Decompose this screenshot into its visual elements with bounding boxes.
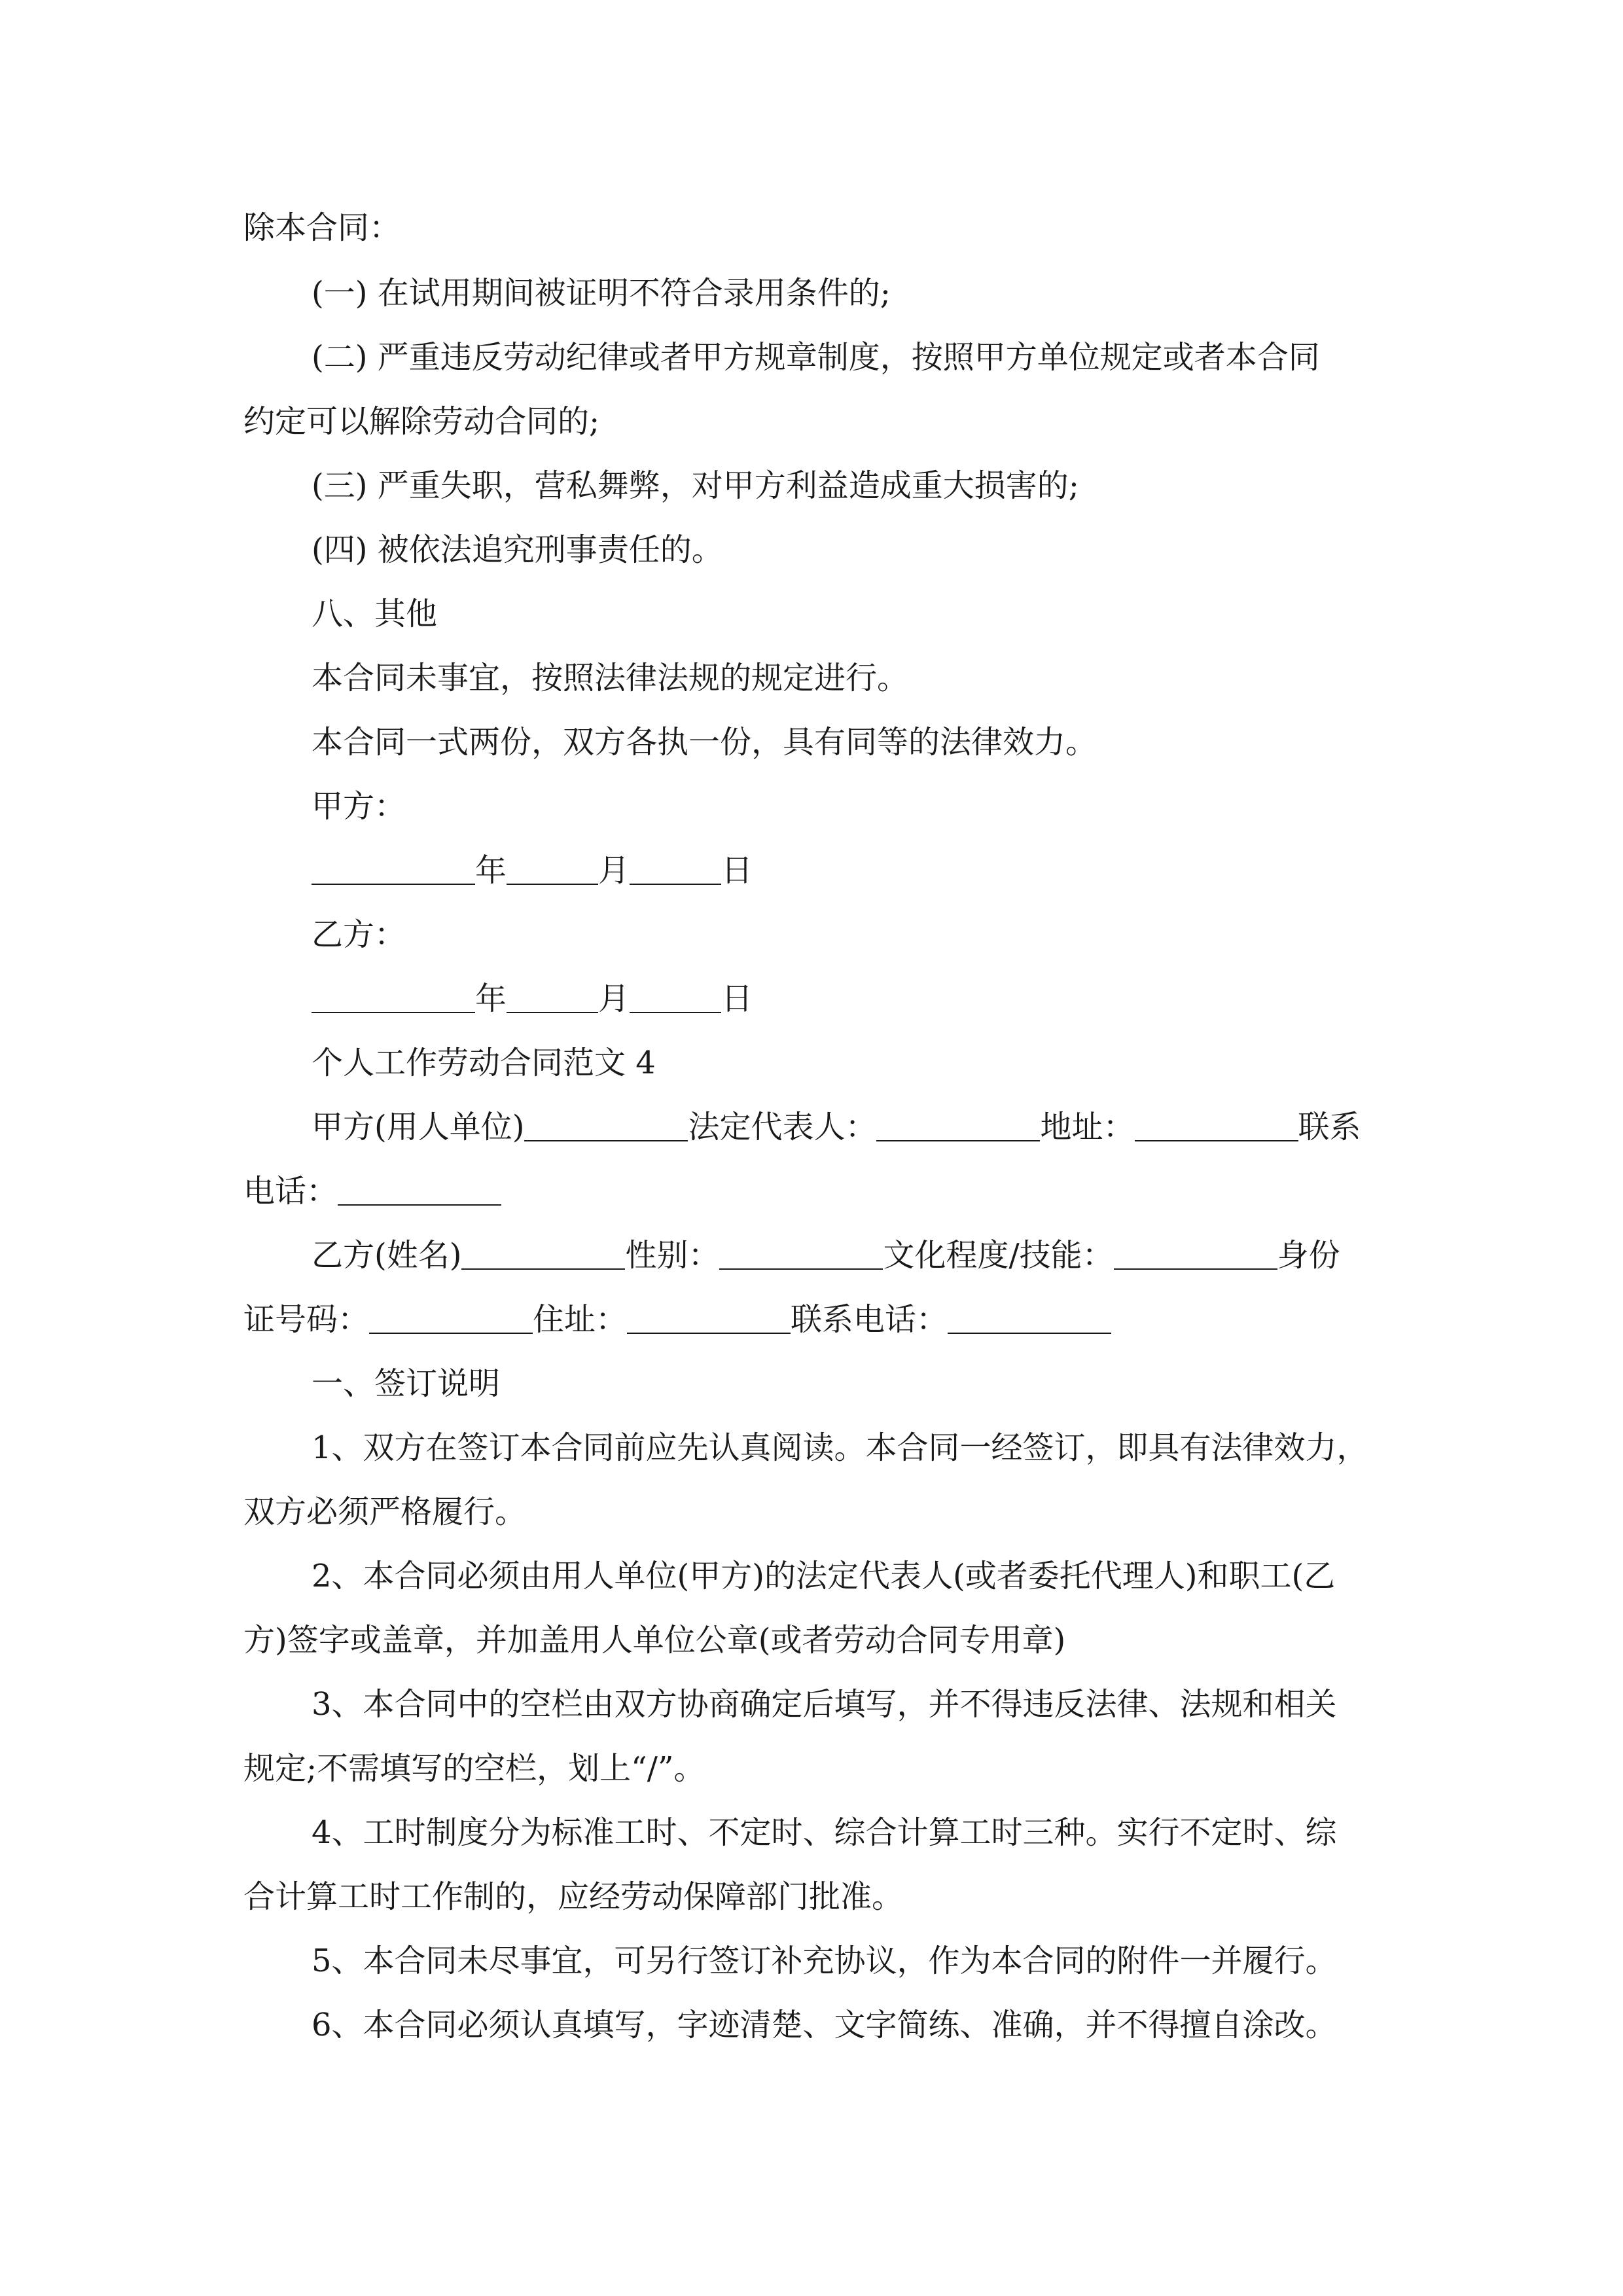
- month-label: 月: [598, 852, 630, 889]
- day-blank[interactable]: [630, 855, 721, 885]
- party-a-date: [312, 850, 753, 891]
- note-1: 1、双方在签订本合同前应先认真阅读。本合同一经签订，即具有法律效力，: [312, 1429, 1368, 1466]
- party-a-unit-blank[interactable]: [524, 1111, 688, 1141]
- sec7-tail: 除本合同：: [243, 209, 401, 246]
- year-label: 年: [475, 852, 507, 889]
- year-blank[interactable]: [312, 983, 475, 1013]
- note-3: 3、本合同中的空栏由双方协商确定后填写，并不得违反法律、法规和相关: [312, 1686, 1337, 1723]
- gender-blank[interactable]: [719, 1240, 883, 1270]
- note-5: 5、本合同未尽事宜，可另行签订补充协议，作为本合同的附件一并履行。: [312, 1943, 1337, 1979]
- party-b-label: 乙方：: [312, 916, 406, 953]
- sec7-item-4: (四) 被依法追究刑事责任的。: [312, 531, 723, 568]
- sec8-paragraph-1: 本合同未事宜，按照法律法规的规定进行。: [312, 660, 909, 696]
- sec7-item-2: (二) 严重违反劳动纪律或者甲方规章制度，按照甲方单位规定或者本合同: [312, 339, 1320, 376]
- party-b-name-label: 乙方(姓名): [312, 1237, 462, 1274]
- party-a-unit-label: 甲方(用人单位): [312, 1109, 525, 1145]
- education-blank[interactable]: [1114, 1240, 1277, 1270]
- party-b-address-label: 住址：: [533, 1301, 628, 1338]
- party-a-fields: [312, 1106, 1361, 1148]
- party-a-phone: [243, 1170, 501, 1212]
- note-2-cont: 方)签字或盖章，并加盖用人单位公章(或者劳动合同专用章): [243, 1622, 1066, 1659]
- id-label: 身份: [1277, 1237, 1340, 1274]
- party-a-label: 甲方：: [312, 788, 406, 825]
- sec7-item-1: (一) 在试用期间被证明不符合录用条件的;: [312, 275, 891, 312]
- day-label: 日: [721, 980, 753, 1017]
- sec8-heading: 八、其他: [312, 596, 438, 632]
- party-a-phone-blank[interactable]: [338, 1175, 501, 1206]
- sec8-paragraph-2: 本合同一式两份，双方各执一份，具有同等的法律效力。: [312, 724, 1097, 761]
- contract-4-title: 个人工作劳动合同范文 4: [312, 1045, 656, 1081]
- note-1-cont: 双方必须严格履行。: [243, 1494, 527, 1530]
- education-label: 文化程度/技能：: [883, 1237, 1114, 1274]
- sec7-item-2-cont: 约定可以解除劳动合同的;: [243, 403, 600, 440]
- party-b-phone-blank[interactable]: [948, 1304, 1111, 1334]
- day-blank[interactable]: [630, 983, 721, 1013]
- party-b-date: [312, 978, 753, 1020]
- note-2: 2、本合同必须由用人单位(甲方)的法定代表人(或者委托代理人)和职工(乙: [312, 1558, 1336, 1594]
- party-a-contact-label: 联系: [1298, 1109, 1361, 1145]
- note-6: 6、本合同必须认真填写，字迹清楚、文字简练、准确，并不得擅自涂改。: [312, 2007, 1337, 2043]
- party-b-fields-cont: [243, 1299, 1111, 1340]
- legal-rep-label: 法定代表人：: [688, 1109, 877, 1145]
- party-b-address-blank[interactable]: [627, 1304, 791, 1334]
- party-a-address-label: 地址：: [1040, 1109, 1135, 1145]
- party-a-address-blank[interactable]: [1135, 1111, 1298, 1141]
- gender-label: 性别：: [625, 1237, 720, 1274]
- month-label: 月: [598, 980, 630, 1017]
- party-b-phone-label: 联系电话：: [791, 1301, 948, 1338]
- id-number-blank[interactable]: [369, 1304, 533, 1334]
- year-label: 年: [475, 980, 507, 1017]
- note-4-cont: 合计算工时工作制的，应经劳动保障部门批准。: [243, 1878, 904, 1915]
- note-4: 4、工时制度分为标准工时、不定时、综合计算工时三种。实行不定时、综: [312, 1814, 1337, 1851]
- sec7-item-3: (三) 严重失职，营私舞弊，对甲方利益造成重大损害的;: [312, 467, 1079, 504]
- month-blank[interactable]: [507, 983, 598, 1013]
- party-b-fields: [312, 1234, 1340, 1276]
- signing-notes-heading: 一、签订说明: [312, 1365, 501, 1402]
- party-a-phone-label: 电话：: [243, 1173, 338, 1210]
- note-3-cont: 规定;不需填写的空栏，划上“/”。: [243, 1750, 705, 1787]
- id-number-label: 证号码：: [243, 1301, 370, 1338]
- year-blank[interactable]: [312, 855, 475, 885]
- party-b-name-blank[interactable]: [461, 1240, 625, 1270]
- day-label: 日: [721, 852, 753, 889]
- month-blank[interactable]: [507, 855, 598, 885]
- legal-rep-blank[interactable]: [876, 1111, 1040, 1141]
